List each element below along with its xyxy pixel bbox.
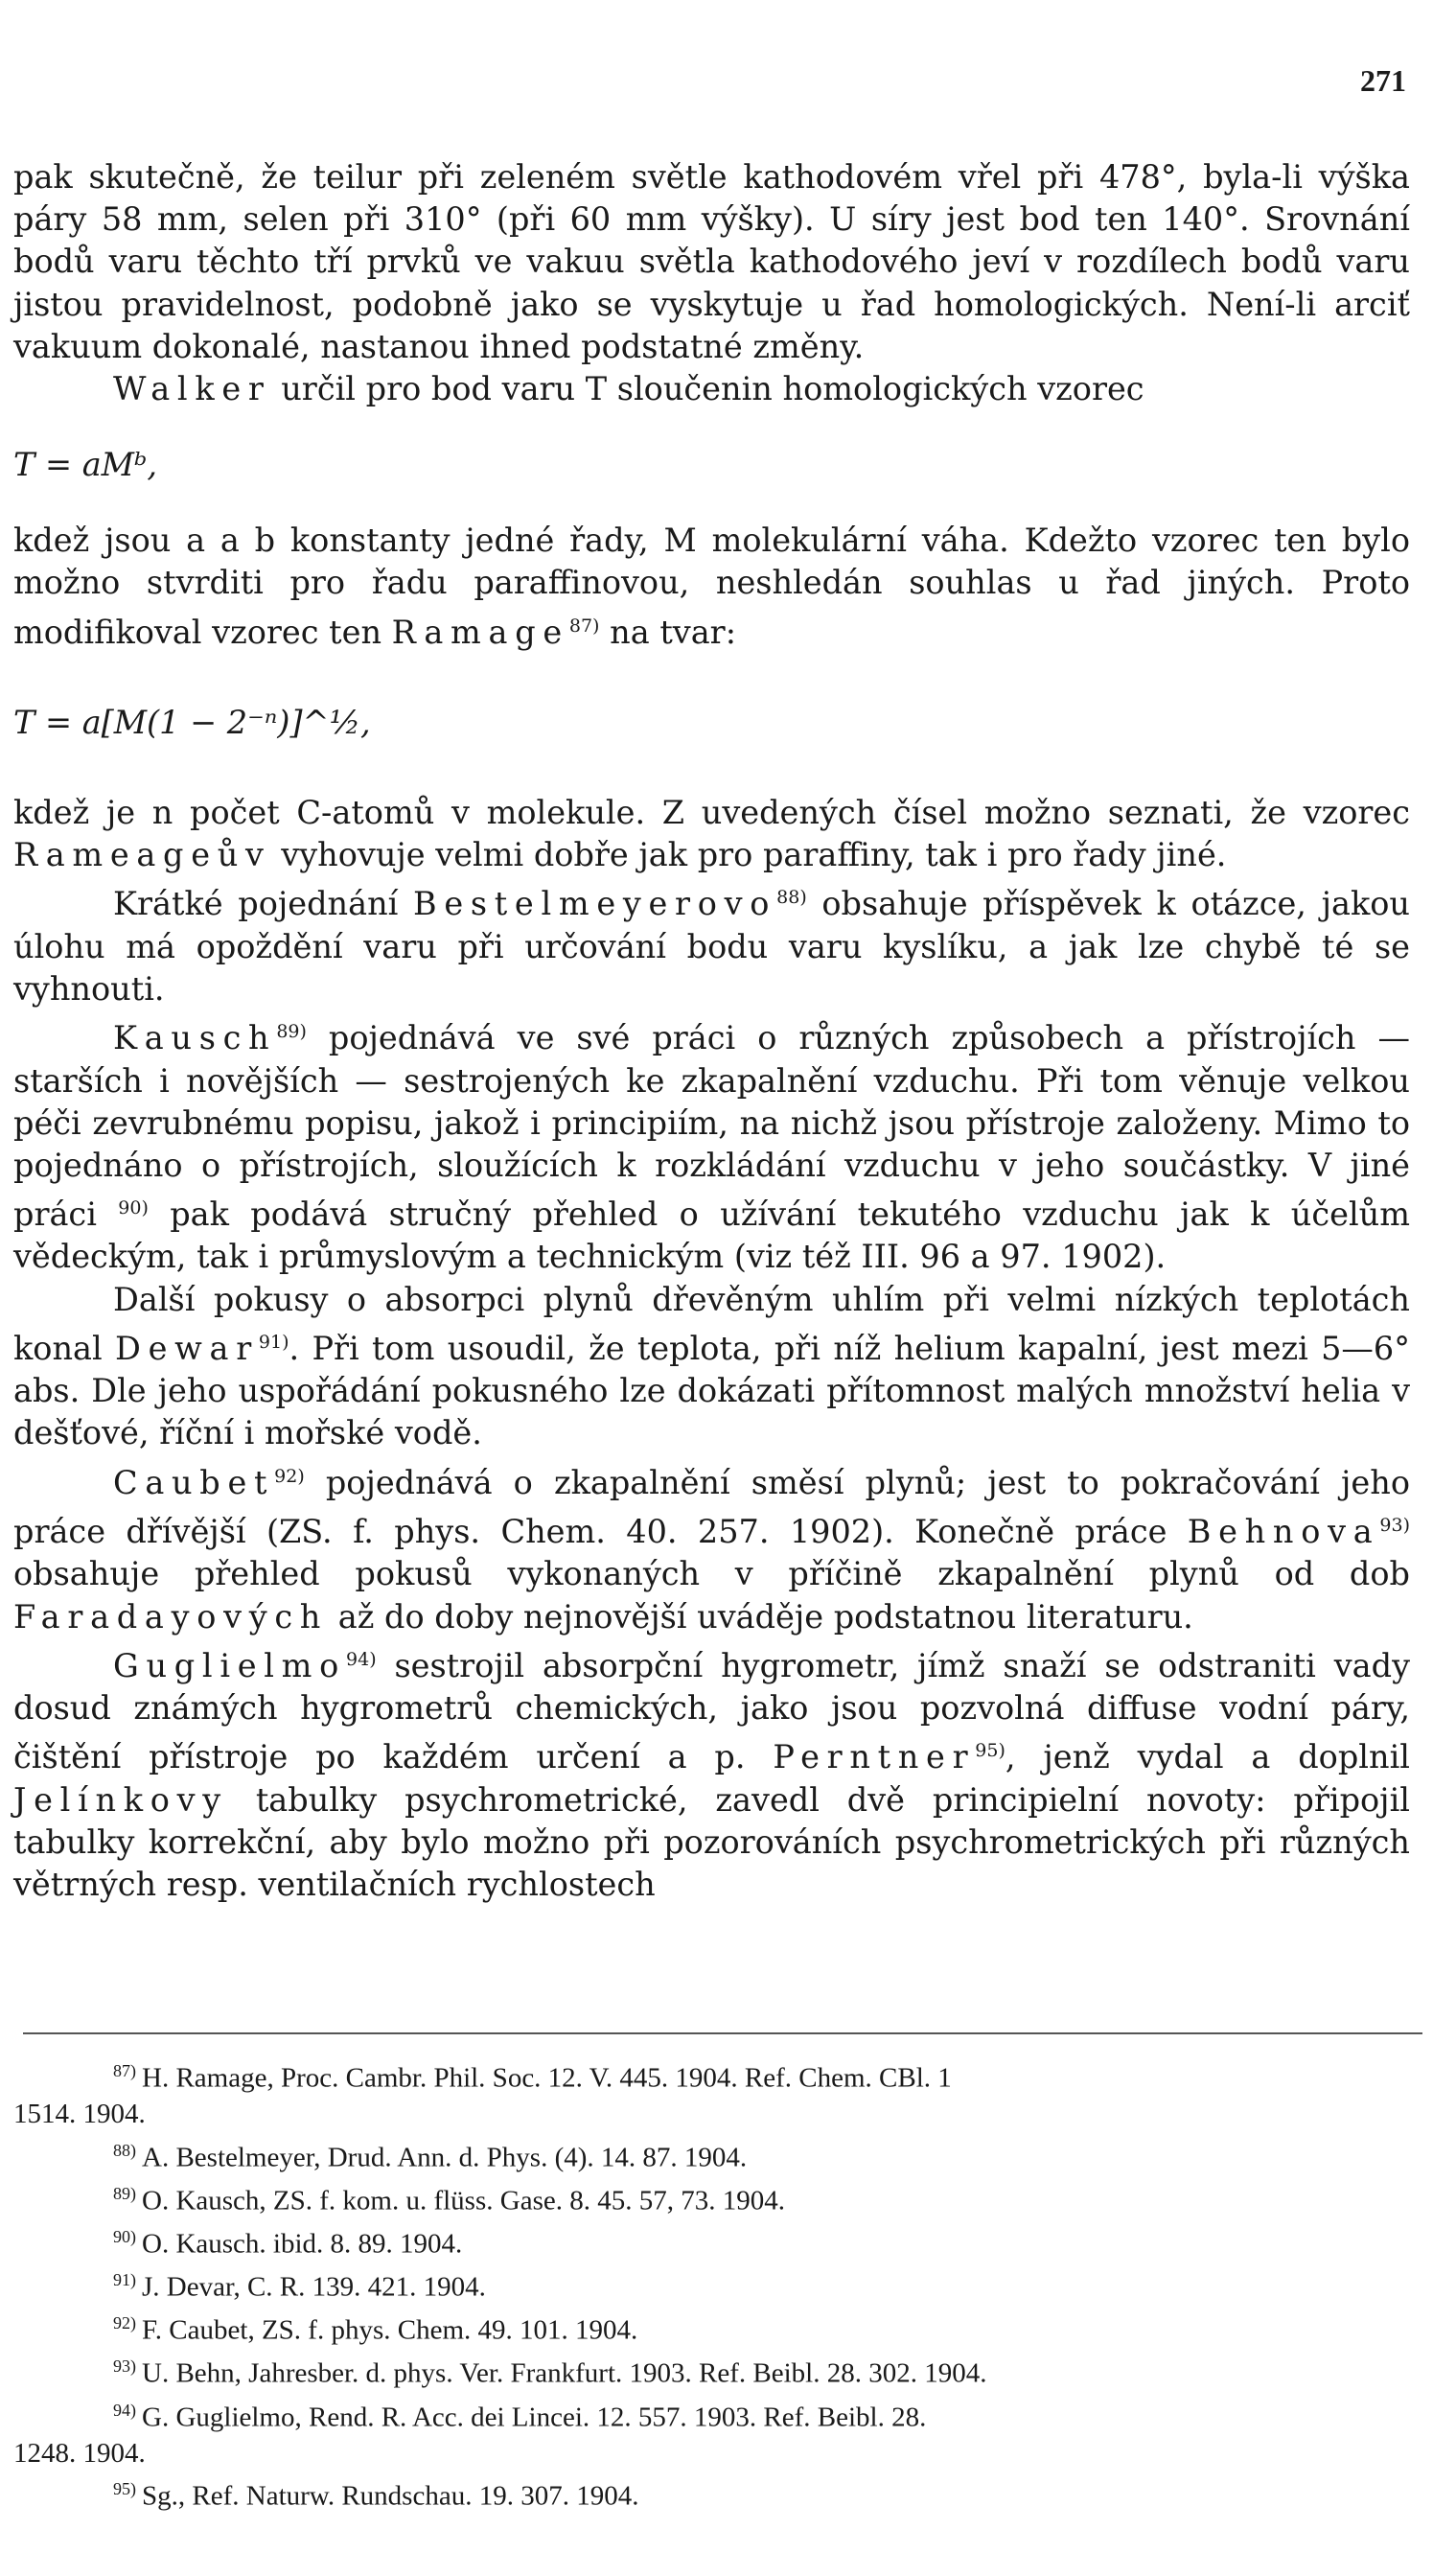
ref-95: 95) (975, 1740, 1005, 1762)
author-walker: Walker (113, 370, 271, 408)
paragraph-7: Další pokusy o absorpci plynů dřevěným uhlím při velmi nízkých teplotách konal Dewar$^{91)}$. Při tom usoudil, že teplota, při níž helium kapalní, jest mezi 5—6° abs. Dle jeho uspořádání pokusného lze dokázati přítomnost malých množství helia v dešťové, říční i mořské vodě. (13, 1280, 1410, 1452)
footnotes (13, 2054, 1410, 2515)
ref-87: 87) (568, 615, 600, 637)
author-caubet: Caubet (113, 1463, 275, 1501)
paragraph-8: Caubet$^{92)}$ pojednává o zkapalnění směsí plynů; jest to pokračování jeho práce dřívější (ZS. f. phys. Chem. 40. 257. 1902). Konečně práce Behnova$^{93)}$ obsahuje přehled pokusů vykonaných v příčině zkapalnění plynů od dob Faradayových až do doby nejnovější uváděje podstatnou literaturu. (13, 1463, 1410, 1636)
author-faraday: Faradayových (13, 1597, 329, 1636)
paragraph-3: kdež jsou a a b konstanty jedné řady, M molekulární váha. Kdežto vzorec ten bylo možno stvrditi pro řadu paraffinovou, neshledán souhlas u řad jiných. Proto modifikoval vzorec ten Ramage$^{87)}$ na tvar: (13, 522, 1410, 651)
ref-93: 93) (1379, 1515, 1410, 1537)
ref-88: 88) (776, 887, 807, 909)
author-ramage: Ramage (391, 613, 569, 651)
ref-90: 90) (118, 1197, 149, 1219)
author-kausch: Kausch (113, 1019, 277, 1057)
paragraph-1: pak skutečně, že teilur při zeleném světle kathodovém vřel při 478°, byla-li výška páry 58 mm, selen při 310° (při 60 mm výšky). U síry jest bod ten 140°. Srovnání bodů varu těchto tří prvků ve vakuu světla kathodového jeví v rozdílech bodů varu jistou pravidelnost, podobně jako se vyskytuje u řad homologických. Není-li arciť vakuum dokonalé, nastanou ihned podstatné změny. (13, 158, 1410, 365)
author-bestelmeyer: Bestelmeyerovo (413, 885, 777, 923)
footnote-87-cont: 1514. 1904. (13, 2099, 146, 2130)
paragraph-9: Guglielmo$^{94)}$ sestrojil absorpční hygrometr, jímž snaží se odstraniti vady dosud známých hygrometrů chemických, jako jsou pozvolná diffuse vodní páry, čištění přístroje po každém určení a p. Perntner$^{95)}$, jenž vydal a doplnil Jelínkovy tabulky psychrometrické, zavedl dvě principielní novoty: připojil tabulky korrekční, aby bylo možno při pozorováních psychrometrických při různých větrných resp. ventilačních rychlostech (13, 1646, 1410, 1904)
ref-92: 92) (274, 1465, 305, 1487)
paragraph-6: Kausch$^{89)}$ pojednává ve své práci o různých způsobech a přístrojích — starších i novějších — sestrojených ke zkapalnění vzduchu. Při tom věnuje velkou péči zevrubnému popisu, jakož i principiím, na nichž jsou přístroje založeny. Mimo to pojednáno o přístrojích, sloužících k rozkládání vzduchu v jeho součástky. V jiné práci $^{90)}$ pak podává stručný přehled o užívání tekutého vzduchu jak k účelům vědeckým, tak i průmyslovým a technickým (viz též III. 96 a 97. 1902). (13, 1019, 1410, 1276)
paragraph-2: Walker určil pro bod varu T sloučenin homologických vzorec (113, 370, 1144, 408)
ref-94: 94) (346, 1648, 377, 1670)
author-perntner: Perntner (773, 1738, 976, 1776)
author-rameage: Rameageův (13, 836, 271, 874)
author-jelinek: Jelínkovy (13, 1780, 228, 1819)
footnote-95: $^{95)}$ Sg., Ref. Naturw. Rundschau. 19. 307. 1904. (113, 2479, 639, 2512)
ref-91: 91) (258, 1331, 289, 1353)
footnote-92: $^{92)}$ F. Caubet, ZS. f. phys. Chem. 49. 101. 1904. (113, 2313, 638, 2346)
page-number: 271 (1360, 63, 1406, 98)
footnote-89: $^{89)}$ O. Kausch, ZS. f. kom. u. flüss. Gase. 8. 45. 57, 73. 1904. (113, 2183, 785, 2216)
ref-89: 89) (276, 1021, 307, 1043)
author-guglielmo: Guglielmo (113, 1646, 347, 1684)
formula-1: T = aMᵇ, (13, 446, 158, 484)
footnote-90: $^{90)}$ O. Kausch. ibid. 8. 89. 1904. (113, 2226, 463, 2260)
footnote-91: $^{91)}$ J. Devar, C. R. 139. 421. 1904. (113, 2270, 486, 2303)
footnote-94: $^{94)}$ G. Guglielmo, Rend. R. Acc. dei Lincei. 12. 557. 1903. Ref. Beibl. 28. (113, 2400, 927, 2433)
footnote-87: $^{87)}$ H. Ramage, Proc. Cambr. Phil. Soc. 12. V. 445. 1904. Ref. Chem. CBl. 1 (113, 2061, 952, 2094)
paragraph-5: Krátké pojednání Bestelmeyerovo$^{88)}$ obsahuje příspěvek k otázce, jakou úlohu má opoždění varu při určování bodu varu kyslíku, a jak lze chybě té se vyhnouti. (13, 885, 1410, 1008)
main-text (13, 156, 1410, 1906)
formula-2: T = a[M(1 − 2⁻ⁿ)]^½, (13, 703, 371, 741)
footnote-88: $^{88)}$ A. Bestelmeyer, Drud. Ann. d. Phys. (4). 14. 87. 1904. (113, 2140, 748, 2173)
footnote-divider (23, 2032, 1422, 2034)
author-behn: Behnova (1187, 1513, 1380, 1551)
author-dewar: Dewar (115, 1330, 259, 1368)
footnote-93: $^{93)}$ U. Behn, Jahresber. d. phys. Ver. Frankfurt. 1903. Ref. Beibl. 28. 302. 1904. (113, 2356, 987, 2390)
footnote-94-cont: 1248. 1904. (13, 2437, 146, 2469)
paragraph-4: kdež je n počet C-atomů v molekule. Z uvedených čísel možno seznati, že vzorec Rameageův vyhovuje velmi dobře jak pro paraffiny, tak i pro řady jiné. (13, 793, 1410, 874)
